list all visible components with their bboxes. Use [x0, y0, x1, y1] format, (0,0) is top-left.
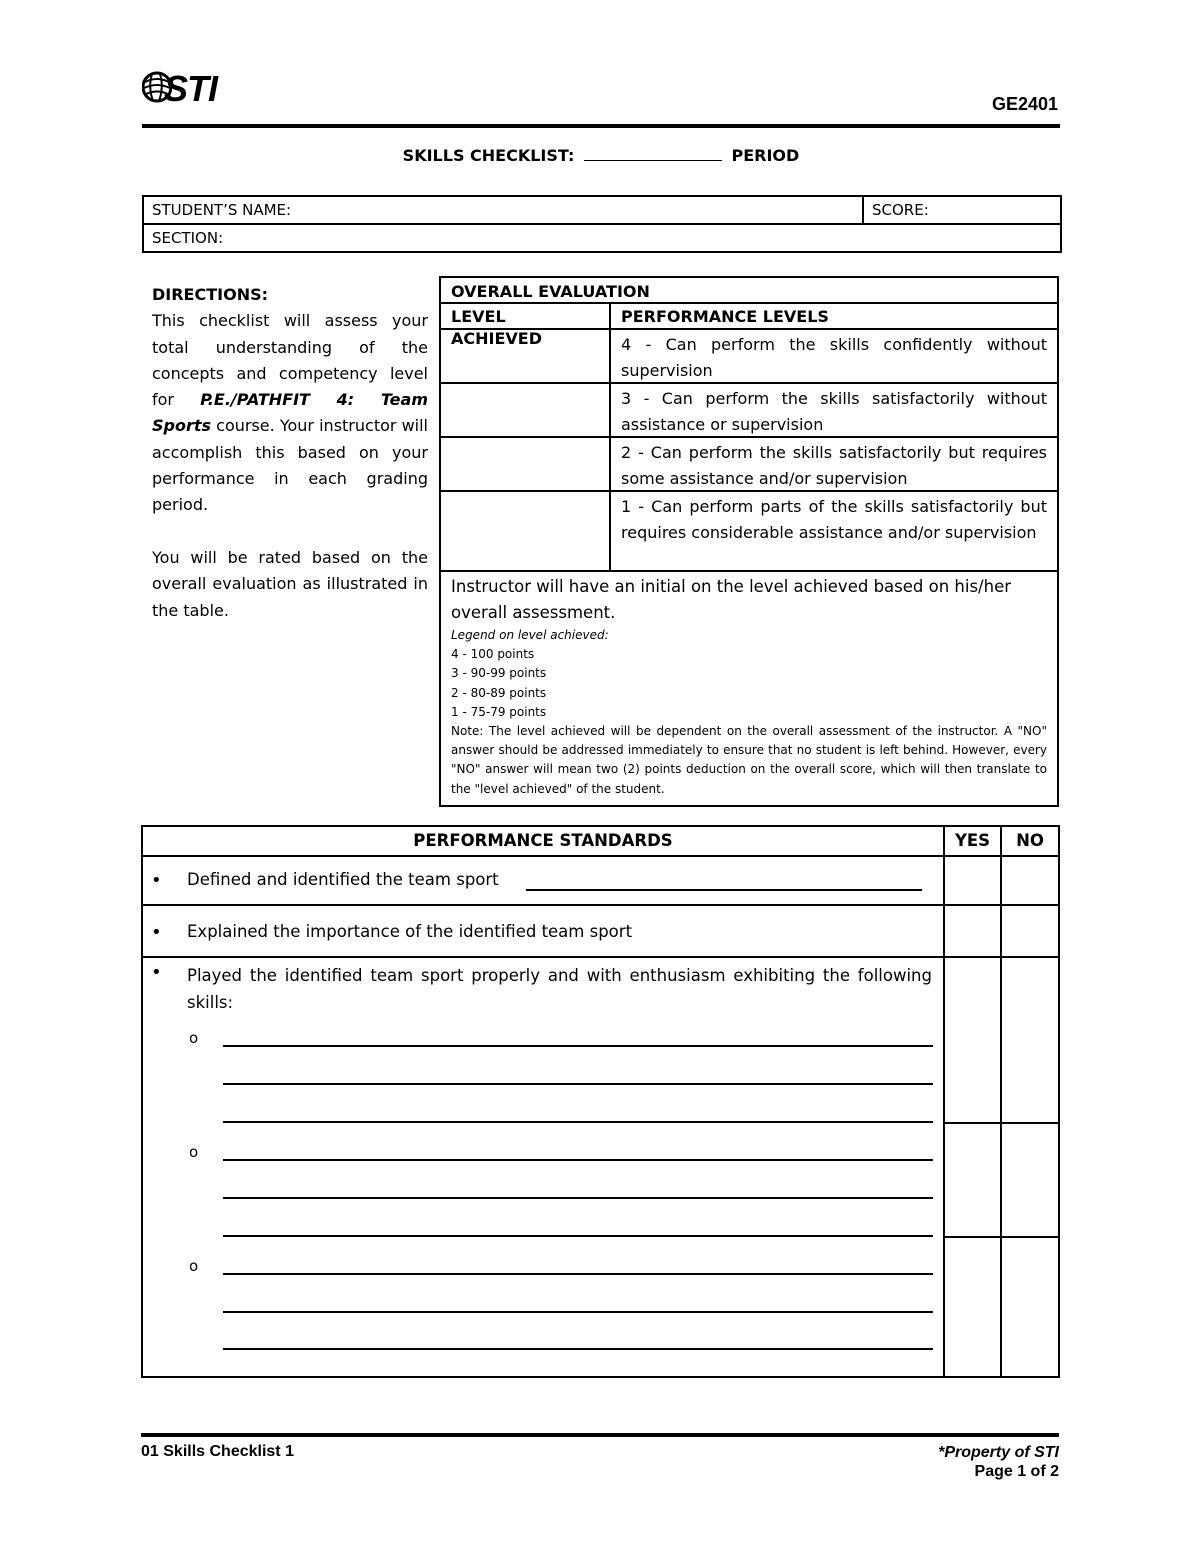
footer-rule	[141, 1433, 1059, 1437]
answer-line[interactable]	[526, 889, 922, 891]
col-level-achieved: LEVEL ACHIEVED	[441, 304, 611, 328]
no-cell[interactable]	[1002, 958, 1058, 1122]
no-cell[interactable]	[1002, 1238, 1058, 1376]
period-blank[interactable]	[584, 146, 722, 161]
performance-standards-table	[141, 825, 1060, 1378]
standard-item: Explained the importance of the identified team sport	[187, 922, 633, 941]
level-cell[interactable]	[441, 438, 611, 490]
footer-document-name: 01 Skills Checklist 1	[141, 1443, 294, 1460]
level-description: 2 - Can perform the skills satisfactorily but requires some assistance and/or supervision	[621, 443, 1047, 488]
col-yes: YES	[945, 827, 1002, 855]
bullet-icon: •	[151, 870, 162, 891]
legend-item: 2 - 80-89 points	[451, 685, 547, 700]
answer-line[interactable]	[223, 1121, 933, 1123]
legend-title: Legend on level achieved:	[451, 628, 609, 642]
level-description: 3 - Can perform the skills satisfactorily without assistance or supervision	[621, 389, 1047, 434]
page-title	[142, 146, 1060, 165]
answer-line[interactable]	[223, 1235, 933, 1237]
title-left: SKILLS CHECKLIST:	[402, 146, 575, 165]
standard-item: Defined and identified the team sport	[187, 870, 499, 889]
directions-text-a: This checklist will assess your total understanding of the concepts and competency level for	[152, 311, 428, 410]
yes-cell[interactable]	[945, 1238, 1000, 1376]
legend-item: 1 - 75-79 points	[451, 704, 547, 719]
level-row	[441, 438, 1057, 492]
directions-paragraph	[152, 308, 428, 518]
standards-header-row	[143, 827, 1058, 857]
directions	[152, 282, 428, 624]
level-cell[interactable]	[441, 330, 611, 382]
evaluation-header-row	[441, 304, 1057, 348]
instructor-note: Instructor will have an initial on the level achieved based on his/her overall assessment.	[451, 577, 1012, 622]
course-code: GE2401	[991, 94, 1058, 114]
logo-text: STI	[164, 68, 218, 109]
answer-line[interactable]	[223, 1273, 933, 1275]
student-name-field[interactable]: STUDENT’S NAME:	[144, 197, 864, 223]
directions-text-b: course. Your instructor will accomplish this based on your performance in each grading period.	[152, 416, 428, 515]
header-rule	[142, 124, 1060, 128]
section-field[interactable]: SECTION:	[152, 229, 224, 247]
bullet-icon: •	[151, 922, 162, 943]
no-cell[interactable]	[1002, 1124, 1058, 1236]
property-notice: *Property of STI	[938, 1444, 1059, 1461]
directions-paragraph-2: You will be rated based on the overall evaluation as illustrated in the table.	[152, 547, 428, 620]
answer-line[interactable]	[223, 1045, 933, 1047]
sti-logo	[142, 70, 222, 110]
yes-cell[interactable]	[945, 958, 1000, 1122]
student-info-table	[142, 195, 1062, 253]
sub-bullet-icon: o	[189, 1257, 199, 1275]
row-divider	[143, 956, 1058, 958]
answer-line[interactable]	[223, 1197, 933, 1199]
answer-line[interactable]	[223, 1348, 933, 1350]
legend-item: 4 - 100 points	[451, 647, 535, 662]
yes-cell[interactable]	[945, 906, 1000, 956]
evaluation-heading: OVERALL EVALUATION	[441, 278, 1057, 304]
no-cell[interactable]	[1002, 906, 1058, 956]
directions-heading: DIRECTIONS:	[152, 285, 269, 304]
title-right: PERIOD	[731, 146, 800, 165]
overall-evaluation-table	[439, 276, 1059, 807]
level-row	[441, 384, 1057, 438]
evaluation-note	[441, 572, 1057, 805]
page-number: Page 1 of 2	[974, 1463, 1059, 1480]
level-cell[interactable]	[441, 384, 611, 436]
answer-line[interactable]	[223, 1083, 933, 1085]
level-description: 1 - Can perform parts of the skills satisfactorily but requires considerable assistance and/or supervision	[621, 497, 1047, 542]
sub-bullet-icon: o	[189, 1143, 199, 1161]
deduction-note: Note: The level achieved will be dependent on the overall assessment of the instructor. A "NO" answer should be addressed immediately to ensure that no student is left behind. However, every "NO" answer will mean two (2) points deduction on the overall score, which will then translate to the "level achieved" of the student.	[451, 724, 1047, 796]
level-description: 4 - Can perform the skills confidently without supervision	[621, 335, 1047, 380]
no-cell[interactable]	[1002, 857, 1058, 904]
yes-cell[interactable]	[945, 1124, 1000, 1236]
col-no: NO	[1016, 831, 1044, 850]
sub-bullet-icon: o	[189, 1029, 199, 1047]
answer-line[interactable]	[223, 1159, 933, 1161]
yes-cell[interactable]	[945, 857, 1000, 904]
col-performance-standards: PERFORMANCE STANDARDS	[143, 827, 945, 855]
answer-line[interactable]	[223, 1311, 933, 1313]
row-divider	[143, 904, 1058, 906]
info-row-section	[144, 223, 1060, 251]
level-row	[441, 330, 1057, 384]
level-row	[441, 492, 1057, 572]
col-performance-levels: PERFORMANCE LEVELS	[621, 307, 829, 326]
footer-right	[938, 1443, 1059, 1481]
bullet-icon: •	[151, 962, 162, 983]
info-row-name	[144, 197, 1060, 223]
legend-item: 3 - 90-99 points	[451, 666, 547, 681]
score-field[interactable]: SCORE:	[872, 201, 929, 219]
course-name: P.E./PATHFIT 4: Team Sports	[152, 390, 428, 436]
level-cell[interactable]	[441, 492, 611, 570]
standard-item: Played the identified team sport properly and with enthusiasm exhibiting the following skills:	[187, 966, 932, 1012]
